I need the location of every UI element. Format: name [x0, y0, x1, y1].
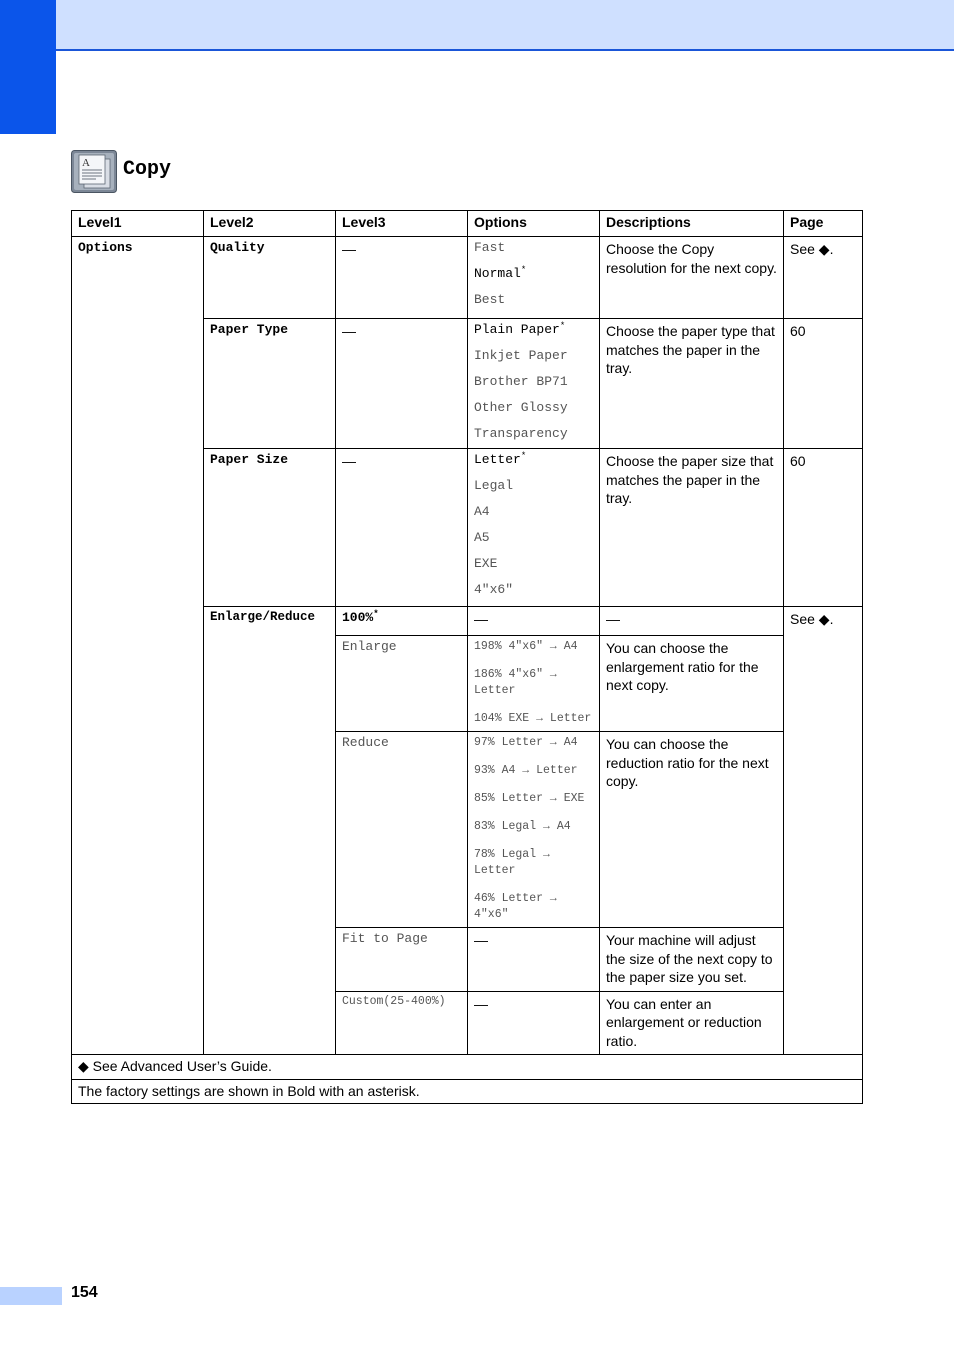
column-header: Level3 — [336, 211, 468, 237]
level2-cell: Paper Type — [204, 319, 336, 449]
default-marker: * — [520, 265, 527, 275]
option-value: Letter — [474, 452, 521, 467]
page-cell: See ◆. — [784, 237, 863, 319]
level2-cell: Quality — [204, 237, 336, 319]
options-cell — [468, 449, 600, 607]
footnote-row — [72, 1055, 863, 1080]
column-header: Descriptions — [600, 211, 784, 237]
option-value: 93% A4 → Letter — [474, 764, 578, 777]
footnote: The factory settings are shown in Bold with an asterisk. — [72, 1080, 863, 1104]
option-value: Brother BP71 — [474, 374, 568, 389]
option-value: EXE — [474, 556, 498, 571]
header-band — [0, 0, 954, 51]
footnote-row — [72, 1080, 863, 1104]
option-value: Fast — [474, 240, 506, 255]
svg-text:A: A — [82, 157, 90, 169]
column-header: Options — [468, 211, 600, 237]
section-title: Copy — [123, 158, 172, 181]
option-value: 186% 4"x6" → Letter — [474, 668, 557, 697]
copy-document-icon — [71, 150, 117, 193]
level3-cell: Enlarge — [336, 636, 468, 732]
default-option — [474, 322, 593, 338]
description-cell: You can choose the reduction ratio for the next copy. — [600, 732, 784, 928]
option-value: Plain Paper — [474, 322, 560, 337]
description-cell: You can enter an enlargement or reduction ratio. — [600, 991, 784, 1055]
default-option — [474, 452, 593, 468]
page-cell: 60 — [784, 319, 863, 449]
options-cell: — — [468, 928, 600, 992]
description-cell: Choose the paper size that matches the paper in the tray. — [600, 449, 784, 607]
page-cell: 60 — [784, 449, 863, 607]
option-value: Normal — [474, 266, 521, 281]
default-marker: * — [520, 451, 527, 461]
option-value: 46% Letter → 4"x6" — [474, 892, 557, 921]
option-value: A5 — [474, 530, 490, 545]
settings-table — [71, 210, 863, 1104]
column-header: Level1 — [72, 211, 204, 237]
level1-cell: Options — [72, 237, 204, 1055]
description-cell: You can choose the enlargement ratio for the next copy. — [600, 636, 784, 732]
option-value: Legal — [474, 478, 514, 493]
options-cell — [468, 319, 600, 449]
option-value: A4 — [474, 504, 490, 519]
level3-cell: — — [336, 319, 468, 449]
table-row — [72, 237, 863, 319]
option-value: 198% 4"x6" → A4 — [474, 640, 578, 653]
option-value: 78% Legal → Letter — [474, 848, 550, 877]
description-cell: Choose the Copy resolution for the next copy. — [600, 237, 784, 319]
level2-cell: Enlarge/Reduce — [204, 607, 336, 1055]
level3-cell — [336, 607, 468, 636]
description-cell: Your machine will adjust the size of the next copy to the paper size you set. — [600, 928, 784, 992]
page-cell: See ◆. — [784, 607, 863, 1055]
options-cell — [468, 237, 600, 319]
option-value: 83% Legal → A4 — [474, 820, 571, 833]
option-value: 4"x6" — [474, 582, 514, 597]
default-option — [474, 266, 593, 282]
options-cell — [468, 636, 600, 732]
page-number: 154 — [71, 1284, 98, 1301]
options-cell: — — [468, 991, 600, 1055]
option-value: 85% Letter → EXE — [474, 792, 585, 805]
level3-cell: Fit to Page — [336, 928, 468, 992]
page-number-tab — [0, 1287, 62, 1305]
level2-cell: Paper Size — [204, 449, 336, 607]
description-cell: Choose the paper type that matches the paper in the tray. — [600, 319, 784, 449]
chapter-tab — [0, 0, 56, 134]
options-cell — [468, 732, 600, 928]
option-value: Best — [474, 292, 506, 307]
table-header-row — [72, 211, 863, 237]
column-header: Page — [784, 211, 863, 237]
description-cell: — — [600, 607, 784, 636]
level3-value: 100% — [342, 610, 374, 625]
level3-cell: — — [336, 449, 468, 607]
default-marker: * — [373, 609, 379, 619]
option-value: Transparency — [474, 426, 568, 441]
option-value: Inkjet Paper — [474, 348, 568, 363]
option-value: 104% EXE → Letter — [474, 712, 592, 725]
level3-cell: Custom(25-400%) — [336, 991, 468, 1055]
column-header: Level2 — [204, 211, 336, 237]
options-cell: — — [468, 607, 600, 636]
level3-cell: Reduce — [336, 732, 468, 928]
option-value: Other Glossy — [474, 400, 568, 415]
footnote: ◆ See Advanced User’s Guide. — [72, 1055, 863, 1080]
option-value: 97% Letter → A4 — [474, 736, 578, 749]
default-marker: * — [559, 321, 566, 331]
level3-cell: — — [336, 237, 468, 319]
